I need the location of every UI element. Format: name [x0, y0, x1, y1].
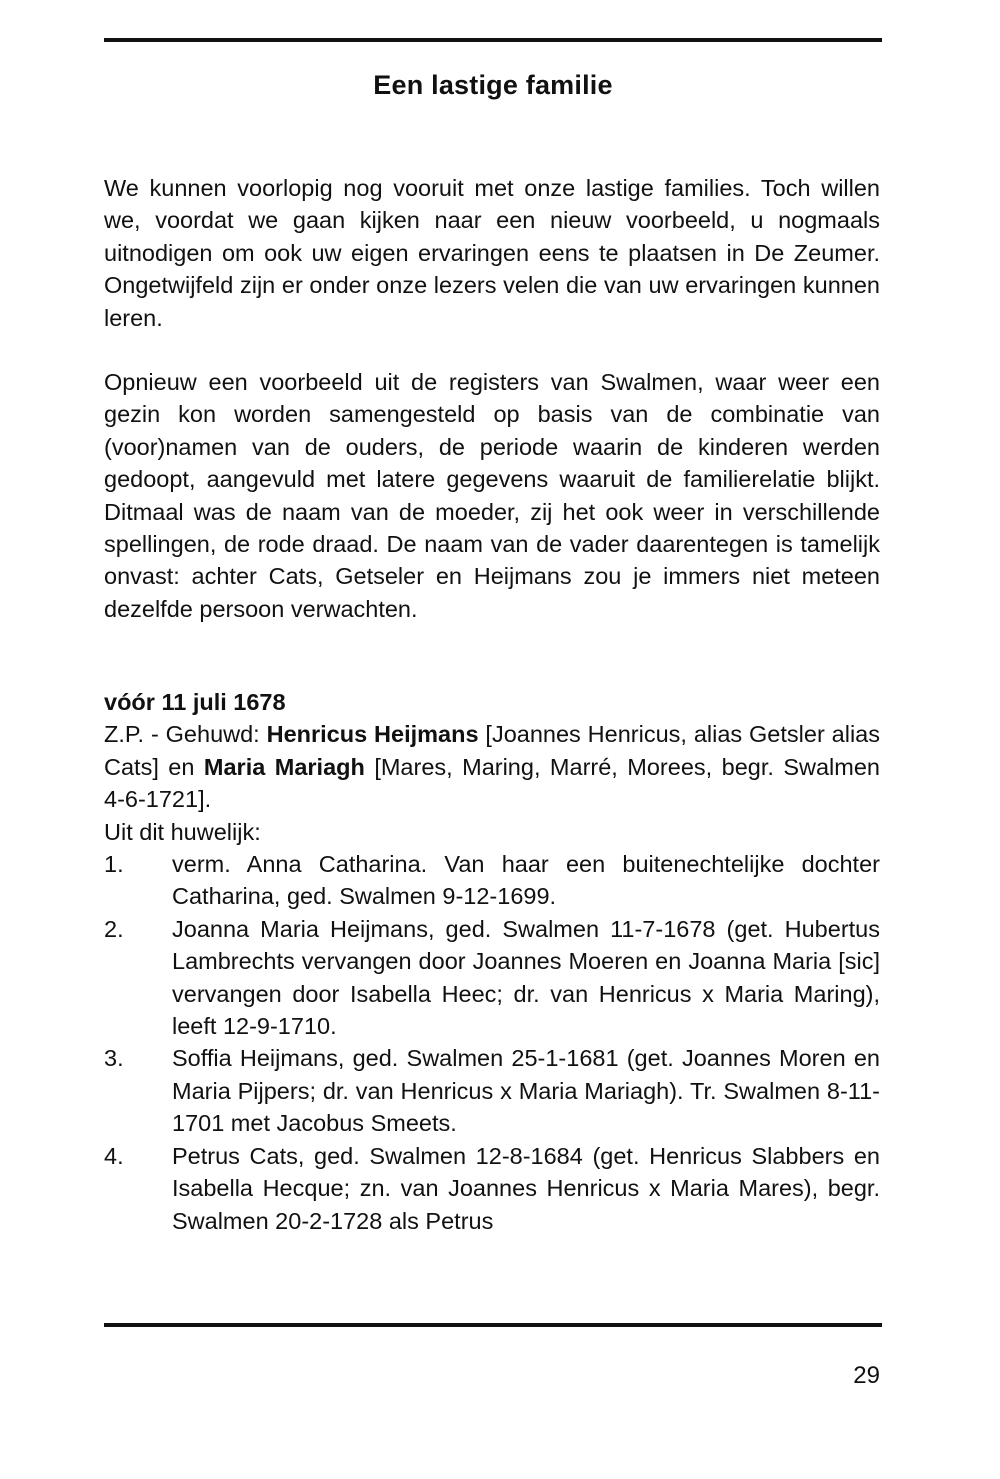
- marriage-entry: [104, 718, 880, 815]
- list-item: [104, 1042, 880, 1139]
- children-heading: Uit dit huwelijk:: [104, 818, 261, 845]
- list-item: [104, 848, 880, 913]
- child-number: 3.: [104, 1045, 124, 1072]
- family-record: [104, 686, 880, 1237]
- record-date: vóór 11 juli 1678: [104, 689, 286, 715]
- children-list: [104, 848, 880, 1237]
- list-item: [104, 1140, 880, 1237]
- article-title: Een lastige familie: [373, 70, 613, 100]
- marriage-prefix: Z.P. - Gehuwd:: [104, 721, 267, 748]
- child-number: 4.: [104, 1142, 124, 1169]
- list-item: [104, 913, 880, 1043]
- intro-paragraph: We kunnen voorlopig nog vooruit met onze lastige families. Toch willen we, voordat we gaan kijken naar een nieuw voorbeeld, u nogmaals uitnodigen om ook uw eigen ervaringen eens te plaatsen in De Zeumer. Ongetwijfeld zijn er onder onze lezers velen die van uw ervaringen kunnen leren.: [104, 175, 880, 331]
- wife-aliases: [Mares, Maring, Marré, Morees, begr. Swalmen 4-6-1721].: [104, 753, 880, 813]
- child-number: 2.: [104, 915, 124, 942]
- husband-aliases: [Joannes Henricus, alias Getsler alias Cats] en: [104, 721, 880, 780]
- child-number: 1.: [104, 851, 124, 878]
- wife-name: Maria Mariagh: [203, 753, 365, 780]
- top-rule: [104, 38, 882, 42]
- child-entry: verm. Anna Catharina. Van haar een buitenechtelijke dochter Catharina, ged. Swalmen 9-12-1699.: [172, 851, 880, 910]
- child-entry: Soffia Heijmans, ged. Swalmen 25-1-1681 (get. Joannes Moren en Maria Pijpers; dr. van Henricus x Maria Mariagh). Tr. Swalmen 8-11-1701 met Jacobus Smeets.: [172, 1045, 880, 1137]
- page-number: 29: [853, 1362, 880, 1389]
- body-paragraph: Opnieuw een voorbeeld uit de registers van Swalmen, waar weer een gezin kon worden samengesteld op basis van de combinatie van (voor)namen van de ouders, de periode waarin de kinderen werden gedoopt, aangevuld met latere gegevens waaruit de familierelatie blijkt. Ditmaal was de naam van de moeder, zij het ook weer in verschillende spellingen, de rode draad. De naam van de vader daarentegen is tamelijk onvast: achter Cats, Getseler en Heijmans zou je immers niet meteen dezelfde persoon verwachten.: [104, 369, 880, 622]
- child-entry: Petrus Cats, ged. Swalmen 12-8-1684 (get. Henricus Slabbers en Isabella Hecque; zn. van Joannes Henricus x Maria Mares), begr. Swalmen 20-2-1728 als Petrus: [172, 1142, 880, 1234]
- bottom-rule: [104, 1323, 882, 1327]
- child-entry: Joanna Maria Heijmans, ged. Swalmen 11-7-1678 (get. Hubertus Lambrechts vervangen door Joannes Moeren en Joanna Maria [sic] vervangen door Isabella Heec; dr. van Henricus x Maria Maring), leeft 12-9-1710.: [172, 915, 880, 1040]
- husband-name: Henricus Heijmans: [266, 721, 479, 748]
